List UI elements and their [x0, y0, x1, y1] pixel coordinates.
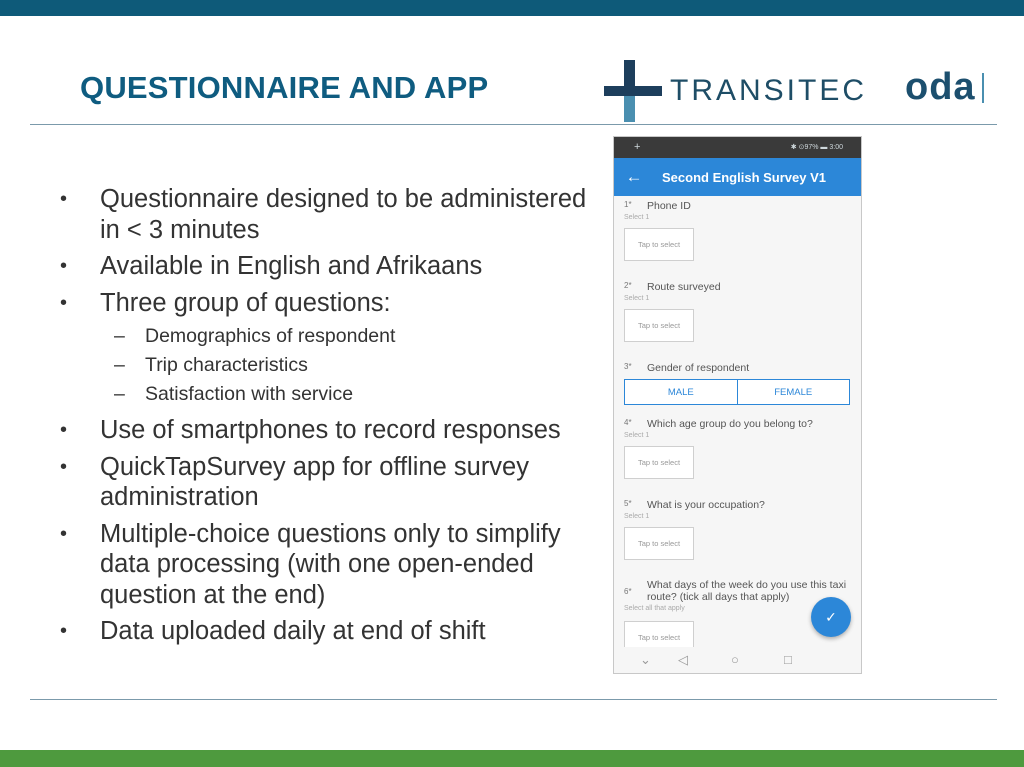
recents-square-icon[interactable]: □	[784, 652, 792, 667]
top-divider	[30, 124, 997, 125]
bullet-item: • Use of smartphones to record responses	[60, 416, 561, 444]
transitec-logo	[604, 60, 867, 122]
home-circle-icon[interactable]: ○	[731, 652, 739, 667]
oda-wordmark: oda	[905, 66, 976, 108]
bullet-text: Available in English and Afrikaans	[100, 252, 483, 280]
footer-bar	[0, 750, 1024, 767]
sub-bullet-item: – Trip characteristics	[114, 354, 308, 376]
status-info: ✱ ⊙97% ▬ 3:00	[790, 144, 843, 151]
status-bar	[614, 137, 861, 158]
gender-selector	[624, 379, 850, 405]
checkmark-icon[interactable]: ✓	[811, 597, 851, 637]
chevron-down-icon[interactable]: ⌄	[640, 652, 651, 667]
sub-bullet-list	[100, 322, 590, 409]
tap-to-select-field[interactable]: Tap to select	[624, 446, 694, 479]
bullet-text: Use of smartphones to record responses	[100, 416, 561, 444]
bullet-text: QuickTapSurvey app for offline survey administration	[100, 452, 529, 511]
bullet-item: • Multiple-choice questions only to simplify data processing (with one open-ended question at the end)	[60, 519, 561, 609]
tap-to-select-field[interactable]: Tap to select	[624, 228, 694, 261]
bullet-item: • Three group of questions: – Demographics of respondent – Trip characteristics – Satisfaction with service	[60, 288, 590, 410]
app-screenshot: + ✱ ⊙97% ▬ 3:00 ← Second English Survey V1 1* Phone ID Select 1 Tap to select 2* Route surveyed Select 1 Tap to select 3* Gender of respondent MALE FEMALE 4* Which age group do you belong to? Select 1 Tap to select 5* What is your occupation? Select 1 Tap to select 6* What days of the week do you use this taxi route? (tick all days that apply) Select all that apply Tap to select ✓ ⌄ ◁ ○ □	[613, 136, 862, 674]
tap-to-select-field[interactable]: Tap to select	[624, 527, 694, 560]
bullet-text: Data uploaded daily at end of shift	[100, 617, 486, 645]
plus-icon: +	[634, 141, 641, 153]
transitec-mark-icon	[604, 60, 662, 122]
android-nav-bar	[614, 647, 862, 674]
female-option[interactable]: FEMALE	[737, 380, 850, 404]
bullet-text: Multiple-choice questions only to simplify data processing (with one open-ended question at the end)	[100, 519, 561, 609]
back-triangle-icon[interactable]: ◁	[678, 652, 688, 667]
bottom-divider	[30, 699, 997, 700]
sub-bullet-item: – Satisfaction with service	[114, 383, 354, 405]
back-arrow-icon[interactable]: ←	[625, 167, 643, 186]
tap-to-select-field[interactable]: Tap to select	[624, 309, 694, 342]
tap-to-select-field[interactable]: Tap to select	[624, 621, 694, 654]
survey-title: Second English Survey V1	[662, 169, 826, 185]
bullet-item: • QuickTapSurvey app for offline survey administration	[60, 452, 529, 511]
sub-bullet-item: – Demographics of respondent	[114, 325, 396, 347]
bullet-text: Questionnaire designed to be administered in < 3 minutes	[100, 185, 587, 244]
transitec-wordmark: TRANSITEC	[670, 74, 868, 107]
bullet-item: • Questionnaire designed to be administered in < 3 minutes	[60, 185, 587, 244]
male-option[interactable]: MALE	[667, 386, 694, 398]
slide-title: QUESTIONNAIRE AND APP	[80, 70, 489, 105]
bullet-list	[60, 184, 590, 653]
header-bar	[0, 0, 1024, 16]
app-header	[614, 158, 861, 196]
oda-logo	[905, 66, 984, 109]
bullet-text: Three group of questions:	[100, 288, 391, 317]
bullet-item: • Data uploaded daily at end of shift	[60, 617, 486, 645]
bullet-item: • Available in English and Afrikaans	[60, 252, 483, 280]
